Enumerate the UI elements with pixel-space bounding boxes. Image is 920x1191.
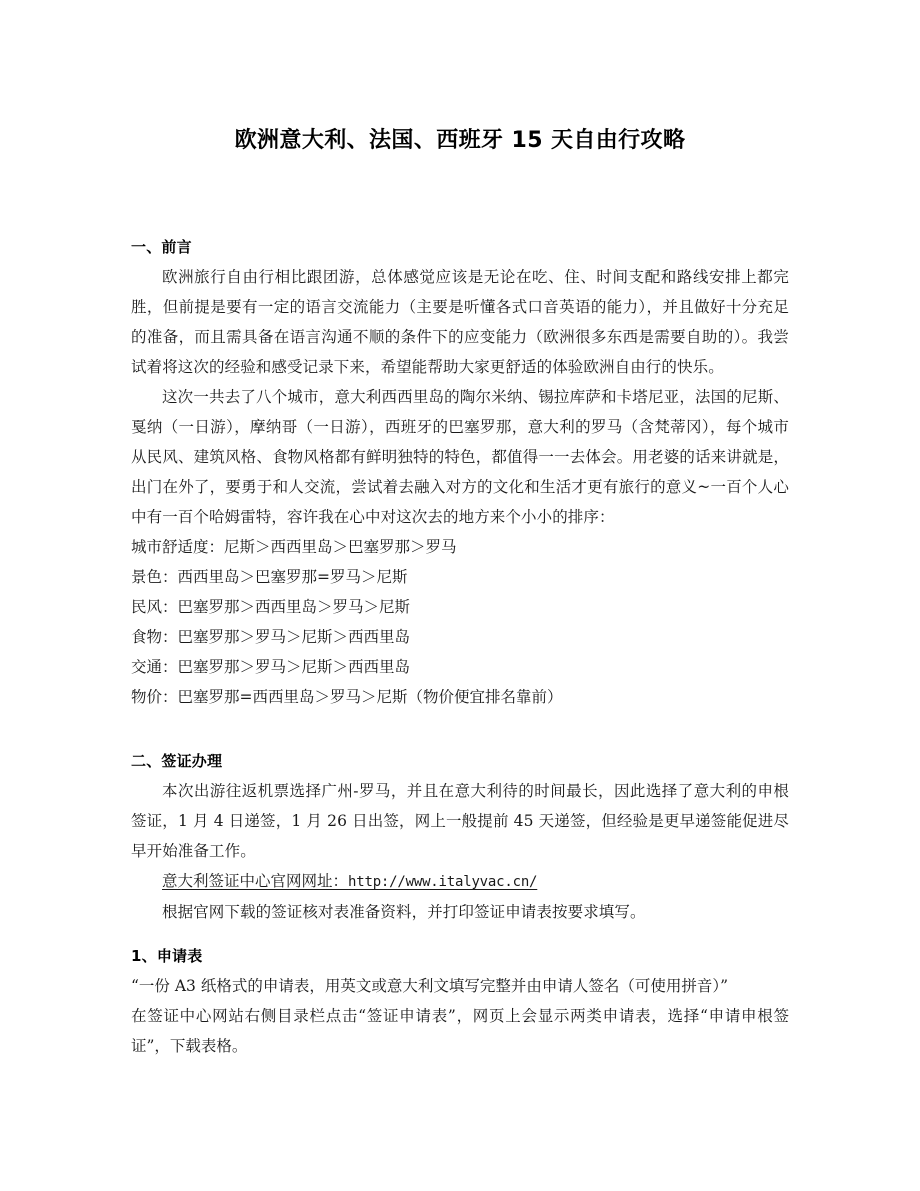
visa-center-url[interactable]: http://www.italyvac.cn/ [348, 874, 538, 890]
preface-paragraph-1: 欧洲旅行自由行相比跟团游，总体感觉应该是无论在吃、住、时间支配和路线安排上都完胜，但前提是要有一定的语言交流能力（主要是听懂各式口音英语的能力），并且做好十分充足的准备，而且需具备在语言沟通不顺的条件下的应变能力（欧洲很多东西是需要自助的）。我尝试着将这次的经验和感受记录下来，希望能帮助大家更舒适的体验欧洲自由行的快乐。 [131, 268, 789, 376]
ranking-item-comfort: 城市舒适度：尼斯＞西西里岛＞巴塞罗那＞罗马 [131, 538, 457, 556]
section-heading-visa: 二、签证办理 [131, 752, 223, 770]
visa-center-link-label: 意大利签证中心官网网址： [162, 872, 349, 890]
ranking-item-transport: 交通：巴塞罗那＞罗马＞尼斯＞西西里岛 [131, 658, 411, 676]
ranking-item-scenery: 景色：西西里岛＞巴塞罗那=罗马＞尼斯 [131, 568, 408, 586]
ranking-item-prices: 物价：巴塞罗那=西西里岛＞罗马＞尼斯（物价便宜排名靠前） [131, 688, 563, 706]
visa-center-link-line[interactable] [162, 866, 789, 897]
section-heading-preface: 一、前言 [131, 238, 192, 256]
ranking-item-food: 食物：巴塞罗那＞罗马＞尼斯＞西西里岛 [131, 628, 411, 646]
preface-paragraph-2: 这次一共去了八个城市，意大利西西里岛的陶尔米纳、锡拉库萨和卡塔尼亚，法国的尼斯、戛纳（一日游），摩纳哥（一日游），西班牙的巴塞罗那，意大利的罗马（含梵蒂冈），每个城市从民风、建筑风格、食物风格都有鲜明独特的特色，都值得一一去体会。用老婆的话来讲就是，出门在外了，要勇于和人交流，尝试着去融入对方的文化和生活才更有旅行的意义~一百个人心中有一百个哈姆雷特，容许我在心中对这次去的地方来个小小的排序： [131, 388, 789, 526]
visa-paragraph-2: 根据官网下载的签证核对表准备资料，并打印签证申请表按要求填写。 [162, 903, 646, 921]
ranking-item-customs: 民风：巴塞罗那＞西西里岛＞罗马＞尼斯 [131, 598, 411, 616]
page-title: 欧洲意大利、法国、西班牙 15 天自由行攻略 [234, 128, 686, 153]
visa-paragraph-1: 本次出游往返机票选择广州-罗马，并且在意大利待的时间最长，因此选择了意大利的申根签证，1 月 4 日递签，1 月 26 日出签，网上一般提前 45 天递签，但经验是更早递签能促进尽早开始准备工作。 [131, 782, 789, 860]
document-content [131, 0, 789, 1061]
application-form-instructions: 在签证中心网站右侧目录栏点击“签证申请表”，网页上会显示两类申请表，选择“申请申根签证”，下载表格。 [131, 1007, 789, 1055]
application-form-quote: “一份 A3 纸格式的申请表，用英文或意大利文填写完整并由申请人签名（可使用拼音）” [131, 977, 729, 995]
subsection-heading-application-form: 1、申请表 [131, 947, 203, 965]
